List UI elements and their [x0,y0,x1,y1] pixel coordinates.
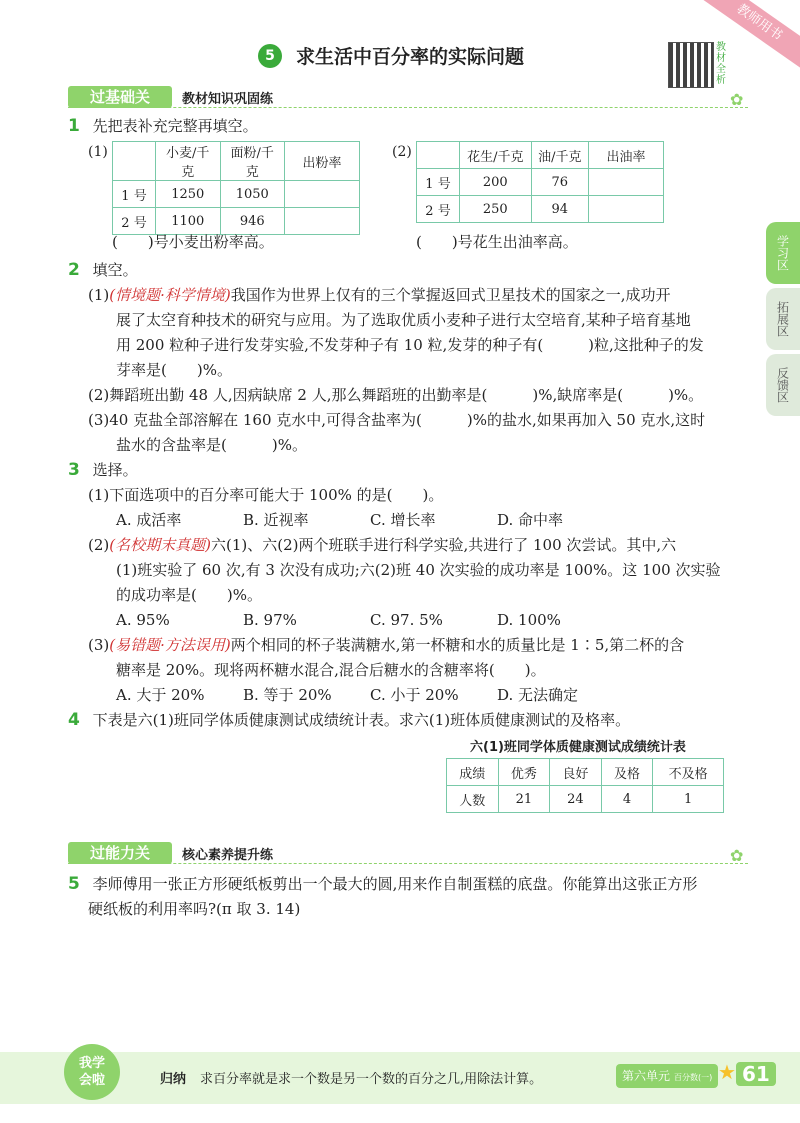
option-a[interactable]: A. 成活率 [116,511,182,529]
answer-cell[interactable] [589,196,664,223]
q2-p1-l1: (1)(情境题·科学情境)我国作为世界上仅有的三个掌握返回式卫星技术的国家之一,成功开 [88,286,671,304]
q5-number: 5 [68,874,80,894]
q1-t2-label: (2) [392,144,412,160]
q1-table-1: 小麦/千克 面粉/千克 出粉率 1 号 1250 1050 2 号 1100 946 [112,141,360,235]
q4-stem: 下表是六(1)班同学体质健康测试成绩统计表。求六(1)班体质健康测试的及格率。 [92,711,631,729]
section-subtitle-basic: 教材知识巩固练 [182,92,274,107]
answer-cell[interactable] [285,181,360,208]
q2-p2[interactable]: (2)舞蹈班出勤 48 人,因病缺席 2 人,那么舞蹈班的出勤率是( )%,缺席率是( )%。 [88,386,704,404]
q3-s1[interactable]: (1)下面选项中的百分率可能大于 100% 的是( )。 [88,486,444,504]
option-b[interactable]: B. 97% [243,611,297,629]
q1-table-2: 花生/千克 油/千克 出油率 1 号 200 76 2 号 250 94 [416,141,664,223]
table-row: 2 号 1100 946 [113,208,360,235]
corner-label: 教师用书 [733,1,785,44]
tag-label: (易错题·方法误用) [109,636,231,654]
answer-cell[interactable] [589,169,664,196]
q2-number: 2 [68,260,80,280]
option-b[interactable]: B. 等于 20% [243,686,332,704]
q3-number: 3 [68,460,80,480]
flower-icon: ✿ [730,846,744,865]
section-badge-ability: 过能力关 [68,842,172,864]
option-c[interactable]: C. 97. 5% [370,611,443,629]
q3-s3-l2[interactable]: 糖率是 20%。现将两杯糖水混合,混合后糖水的含糖率将( )。 [116,661,546,679]
table-row: 人数 21 24 4 1 [447,786,724,813]
q4-number: 4 [68,710,80,730]
qr-caption: 教材全析 [716,42,726,86]
q1 [68,114,258,139]
q2-p1-l3[interactable]: 用 200 粒种子进行发芽实验,不发芽种子有 10 粒,发芽的种子有( )粒,这批种子的发 [116,336,704,354]
q1-stem: 先把表补充完整再填空。 [92,117,258,135]
option-c[interactable]: C. 增长率 [370,511,436,529]
q2-p3-l1[interactable]: (3)40 克盐全部溶解在 160 克水中,可得含盐率为( )%的盐水,如果再加入 50 克水,这时 [88,411,706,429]
q3 [68,458,138,483]
q3-s2-l2: (1)班实验了 60 次,有 3 次没有成功;六(2)班 40 次实验的成功率是 100%。这 100 次实验 [116,561,721,579]
q1-t1-answer[interactable]: ( )号小麦出粉率高。 [112,233,274,251]
option-d[interactable]: D. 无法确定 [497,686,579,704]
q2-p1-l2: 展了太空育种技术的研究与应用。为了选取优质小麦种子进行太空培育,某种子培育基地 [116,311,691,329]
option-a[interactable]: A. 大于 20% [116,686,205,704]
summary-label: 归纳 [160,1072,187,1087]
tag-label: (名校期末真题) [109,536,211,554]
q4-table: 成绩 优秀 良好 及格 不及格 人数 21 24 4 1 [446,758,724,813]
q4 [68,708,630,733]
q3-s2-l1: (2)(名校期末真题)六(1)、六(2)两个班联手进行科学实验,共进行了 100 次尝试。其中,六 [88,536,677,554]
q3-s3-l1: (3)(易错题·方法误用)两个相同的杯子装满糖水,第一杯糖和水的质量比是 1∶5,第二杯的含 [88,636,685,654]
tag-label: (情境题·科学情境) [109,286,231,304]
side-tab-study[interactable]: 学习区 [766,222,800,284]
side-tab-feedback[interactable]: 反馈区 [766,354,800,416]
q1-t2-answer[interactable]: ( )号花生出油率高。 [416,233,578,251]
q5-l1: 5 李师傅用一张正方形硬纸板剪出一个最大的圆,用来作自制蛋糕的底盘。你能算出这张正方形 [68,874,698,894]
flower-icon: ✿ [730,90,744,109]
star-icon: ★ [718,1060,736,1084]
q2-p3-l2[interactable]: 盐水的含盐率是( )%。 [116,436,307,454]
table-row: 1 号 200 76 [417,169,664,196]
section-bar-basic [68,82,748,110]
q3-stem: 选择。 [92,461,138,479]
page-title: 求生活中百分率的实际问题 [296,46,525,68]
table-row: 2 号 250 94 [417,196,664,223]
q4-table-title: 六(1)班同学体质健康测试成绩统计表 [470,740,686,755]
q1-number: 1 [68,116,80,136]
option-d[interactable]: D. 命中率 [497,511,564,529]
option-c[interactable]: C. 小于 20% [370,686,459,704]
q3-s2-l3[interactable]: 的成功率是( )%。 [116,586,262,604]
table-row: 1 号 1250 1050 [113,181,360,208]
q2-stem: 填空。 [92,261,138,279]
q1-t1-label: (1) [88,144,108,160]
q5-l2: 硬纸板的利用率吗?(π 取 3. 14) [88,900,301,918]
section-badge-basic: 过基础关 [68,86,172,108]
option-d[interactable]: D. 100% [497,611,561,629]
side-tab-extend[interactable]: 拓展区 [766,288,800,350]
section-subtitle-ability: 核心素养提升练 [182,848,274,863]
lesson-badge: 5 [258,44,282,68]
section-bar-ability [68,838,748,866]
mascot-badge: 我学会啦 [64,1044,120,1100]
q2-p1-l4[interactable]: 芽率是( )%。 [116,361,232,379]
answer-cell[interactable] [285,208,360,235]
page-number: 61 [736,1062,776,1086]
option-a[interactable]: A. 95% [116,611,170,629]
option-b[interactable]: B. 近视率 [243,511,309,529]
q2 [68,258,138,283]
summary-text: 求百分率就是求一个数是另一个数的百分之几,用除法计算。 [200,1072,543,1087]
unit-badge: 第六单元 百分数(一) [616,1064,718,1088]
